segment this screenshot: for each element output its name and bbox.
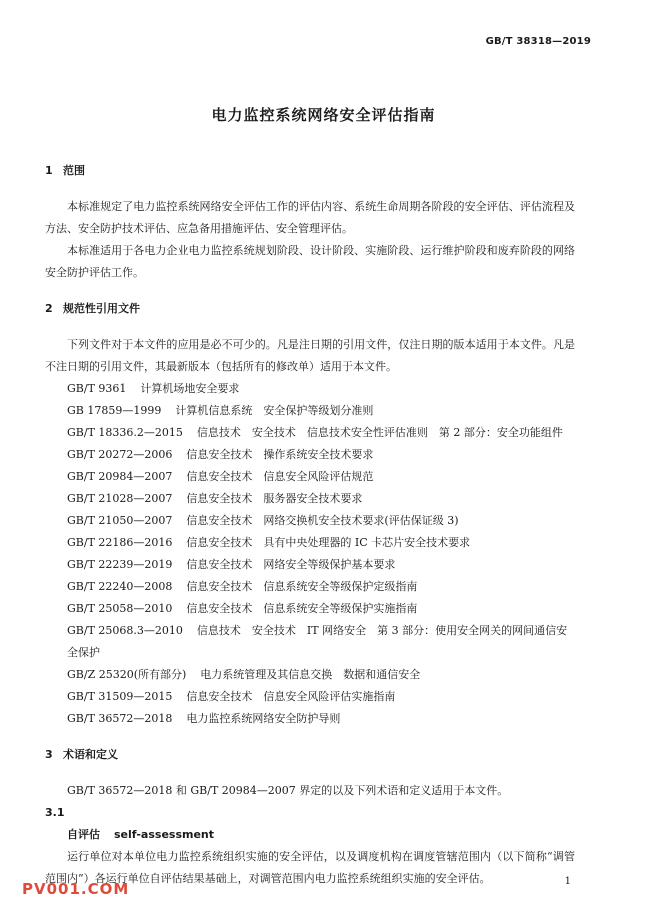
reference-item [45, 620, 575, 664]
reference-code: GB/T 22239—2019 [67, 558, 173, 571]
reference-item [45, 664, 575, 686]
document-body [45, 160, 575, 890]
term-english: self-assessment [114, 828, 215, 841]
reference-title: 信息安全技术 网络安全等级保护基本要求 [186, 558, 396, 571]
section-1-title: 范围 [63, 164, 85, 177]
reference-code: GB 17859—1999 [67, 404, 162, 417]
reference-title: 电力系统管理及其信息交换 数据和通信安全 [200, 668, 421, 681]
reference-item [45, 444, 575, 466]
reference-code: GB/T 21050—2007 [67, 514, 173, 527]
reference-title: 信息安全技术 信息系统安全等级保护定级指南 [186, 580, 418, 593]
section-3-title: 术语和定义 [63, 748, 118, 761]
reference-title: 信息安全技术 网络交换机安全技术要求(评估保证级 3) [186, 514, 459, 527]
reference-title: 信息安全技术 信息安全风险评估规范 [186, 470, 374, 483]
reference-item [45, 400, 575, 422]
scope-paragraph-1: 本标准规定了电力监控系统网络安全评估工作的评估内容、系统生命周期各阶段的安全评估、评估流程及方法、安全防护技术评估、应急备用措施评估、安全管理评估。 [45, 200, 575, 235]
section-2-title: 规范性引用文件 [63, 302, 140, 315]
reference-code: GB/T 22186—2016 [67, 536, 173, 549]
reference-title: 信息安全技术 具有中央处理器的 IC 卡芯片安全技术要求 [186, 536, 471, 549]
reference-title: 计算机场地安全要求 [140, 382, 240, 395]
reference-title: 信息安全技术 操作系统安全技术要求 [186, 448, 374, 461]
reference-title: 信息安全技术 服务器安全技术要求 [186, 492, 363, 505]
terms-intro: GB/T 36572—2018 和 GB/T 20984—2007 界定的以及下列术语和定义适用于本文件。 [67, 784, 509, 797]
reference-item [45, 466, 575, 488]
section-3-heading [45, 744, 575, 766]
reference-code: GB/T 25058—2010 [67, 602, 173, 615]
reference-code: GB/T 18336.2—2015 [67, 426, 183, 439]
reference-title: 信息技术 安全技术 IT 网络安全 第 3 部分：使用安全网关的网间通信安全保护 [67, 624, 568, 659]
reference-item [45, 422, 575, 444]
term-heading [45, 824, 575, 846]
document-title: 电力监控系统网络安全评估指南 [211, 106, 436, 124]
reference-title: 计算机信息系统 安全保护等级划分准则 [175, 404, 374, 417]
reference-item [45, 488, 575, 510]
reference-code: GB/T 21028—2007 [67, 492, 173, 505]
reference-item [45, 708, 575, 730]
reference-code: GB/T 25068.3—2010 [67, 624, 183, 637]
standard-code: GB/T 38318—2019 [485, 36, 591, 47]
section-3-number: 3 [45, 748, 53, 761]
section-2-number: 2 [45, 302, 53, 315]
reference-item [45, 576, 575, 598]
reference-code: GB/Z 25320(所有部分) [67, 668, 187, 681]
reference-item [45, 510, 575, 532]
reference-code: GB/T 9361 [67, 382, 127, 395]
reference-item [45, 554, 575, 576]
reference-code: GB/T 20984—2007 [67, 470, 173, 483]
reference-item [45, 686, 575, 708]
reference-code: GB/T 31509—2015 [67, 690, 173, 703]
reference-code: GB/T 22240—2008 [67, 580, 173, 593]
scope-paragraph-2: 本标准适用于各电力企业电力监控系统规划阶段、设计阶段、实施阶段、运行维护阶段和废弃阶段的网络安全防护评估工作。 [45, 244, 575, 279]
section-1-heading [45, 160, 575, 182]
term-chinese: 自评估 [67, 828, 100, 841]
page-number: 1 [564, 876, 571, 887]
reference-code: GB/T 20272—2006 [67, 448, 173, 461]
reference-item [45, 532, 575, 554]
references-intro: 下列文件对于本文件的应用是必不可少的。凡是注日期的引用文件，仅注日期的版本适用于本文件。凡是不注日期的引用文件，其最新版本（包括所有的修改单）适用于本文件。 [45, 338, 575, 373]
reference-item [45, 598, 575, 620]
reference-title: 电力监控系统网络安全防护导则 [186, 712, 341, 725]
section-2-heading [45, 298, 575, 320]
term-definition: 运行单位对本单位电力监控系统组织实施的安全评估，以及调度机构在调度管辖范围内（以下简称“调管范围内”）各运行单位自评估结果基础上，对调管范围内电力监控系统组织实施的安全评估。 [45, 850, 575, 885]
reference-item [45, 378, 575, 400]
reference-title: 信息安全技术 信息系统安全等级保护实施指南 [186, 602, 418, 615]
reference-title: 信息安全技术 信息安全风险评估实施指南 [186, 690, 396, 703]
watermark-logo: PV001.COM [22, 880, 130, 898]
reference-code: GB/T 36572—2018 [67, 712, 173, 725]
term-number: 3.1 [45, 806, 65, 819]
reference-list [45, 378, 575, 730]
section-1-number: 1 [45, 164, 53, 177]
reference-title: 信息技术 安全技术 信息技术安全性评估准则 第 2 部分：安全功能组件 [196, 426, 563, 439]
